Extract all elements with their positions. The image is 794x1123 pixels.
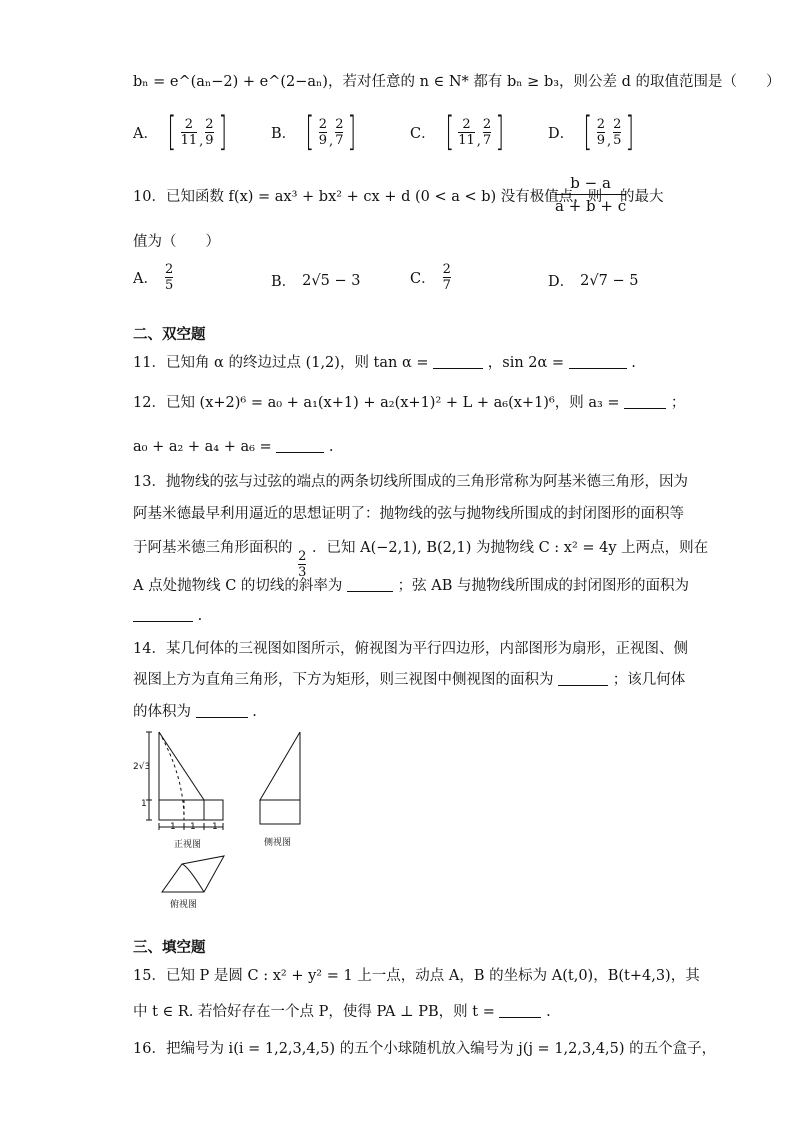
answer-blank[interactable] [624,394,666,409]
q10-stem-line2: 值为（ ） [133,234,220,250]
front-view-arc [159,732,184,820]
q13-line4: A 点处抛物线 C 的切线的斜率为 ；弦 AB 与抛物线所围成的封闭图形的面积为 [133,578,689,594]
q15-line1: 15．已知 P 是圆 C : x² + y² = 1 上一点，动点 A，B 的坐标为 A(t,0)，B(t+4,3)，其 [133,968,700,984]
section-heading-3: 三、填空题 [133,940,206,956]
q16-line1: 16．把编号为 i(i = 1,2,3,4,5) 的五个小球随机放入编号为 j(j = 1,2,3,4,5) 的五个盒子， [133,1041,717,1057]
q9-option-a[interactable]: A． [ $\frac{2}{11}$ , $\frac{2}{9}$ ] [133,109,227,155]
option-label: C． [410,125,436,142]
q13-line1: 13．抛物线的弦与过弦的端点的两条切线所围成的三角形常称为阿基米德三角形，因为 [133,474,688,490]
front-view-rect [159,800,223,820]
q10-stem-tail: 的最大 [620,189,664,205]
side-view-caption: 侧视图 [264,838,292,848]
q10-option-b[interactable]: B． 2√5 − 3 [271,272,361,290]
answer-blank[interactable] [569,354,627,369]
q14-line1: 14．某几何体的三视图如图所示，俯视图为平行四边形，内部图形为扇形，正视图、侧 [133,641,688,657]
height-label: 2√3 [133,762,151,772]
answer-blank[interactable] [499,1003,541,1018]
front-view-caption: 正视图 [174,840,202,850]
answer-blank[interactable] [276,438,324,453]
q9-option-d[interactable]: D． [ $\frac{2}{9}$ , $\frac{2}{5}$ ] [548,109,635,155]
q9-option-c[interactable]: C． [ $\frac{2}{11}$ , $\frac{2}{7}$ ] [410,109,505,155]
answer-blank[interactable] [133,607,193,622]
q15-line2: 中 t ∈ R. 若恰好存在一个点 P，使得 PA ⊥ PB，则 t = . [133,1004,551,1020]
q14-line3: 的体积为 . [133,704,257,720]
dim-label-3: 1 [212,822,218,832]
q10-option-a[interactable]: A． $\frac{2}{5}$ [133,262,174,293]
fraction-denominator: a + b + c [555,197,627,215]
q9-stem: bₙ = e^(aₙ−2) + e^(2−aₙ)，若对任意的 n ∈ N* 都有 bₙ ≥ b₃，则公差 d 的取值范围是（ ） [133,74,781,90]
q10-option-d[interactable]: D． 2√7 − 5 [548,272,639,290]
answer-blank[interactable] [196,703,248,718]
q9-option-b[interactable]: B． [ $\frac{2}{9}$ , $\frac{2}{7}$ ] [271,109,357,155]
option-label: D． [548,125,575,142]
section-heading-2: 二、双空题 [133,327,206,343]
q13-line5: . [133,606,744,626]
option-label: A． [133,125,158,142]
q10-option-c[interactable]: C． $\frac{2}{7}$ [410,262,451,293]
answer-blank[interactable] [433,354,483,369]
answer-blank[interactable] [347,577,393,592]
side-view-triangle [260,732,300,800]
top-view-sector [182,864,204,892]
q14-line2: 视图上方为直角三角形，下方为矩形，则三视图中侧视图的面积为 ；该几何体 [133,672,686,688]
option-label: B． [271,125,297,142]
three-view-figure [132,726,332,916]
dim-label-1: 1 [170,822,176,832]
q10-stem: 10．已知函数 f(x) = ax³ + bx² + cx + d (0 < a < b) 没有极值点，则 [133,189,603,205]
top-view-caption: 俯视图 [170,900,198,910]
q12-stem-line2: a₀ + a₂ + a₄ + a₆ = . [133,439,334,455]
rect-height-label: 1 [141,799,147,809]
q11-stem: 11．已知角 α 的终边过点 (1,2)，则 tan α = ，sin 2α = . [133,355,636,371]
q12-stem: 12．已知 (x+2)⁶ = a₀ + a₁(x+1) + a₂(x+1)² + L + a₆(x+1)⁶，则 a₃ = ； [133,395,686,411]
fraction-numerator: b − a [570,174,611,192]
answer-blank[interactable] [558,671,608,686]
q10-fraction [555,174,626,215]
top-view-parallelogram [162,856,224,892]
q13-line2: 阿基米德最早利用逼近的思想证明了：抛物线的弦与抛物线所围成的封闭图形的面积等 [133,506,684,522]
q13-line3: 于阿基米德三角形面积的 $\frac{2}{3}$ ．已知 A(−2,1), B(2,1) 为抛物线 C : x² = 4y 上两点，则在 [133,540,709,580]
dim-label-2: 1 [190,822,196,832]
side-view-rect [260,800,300,824]
